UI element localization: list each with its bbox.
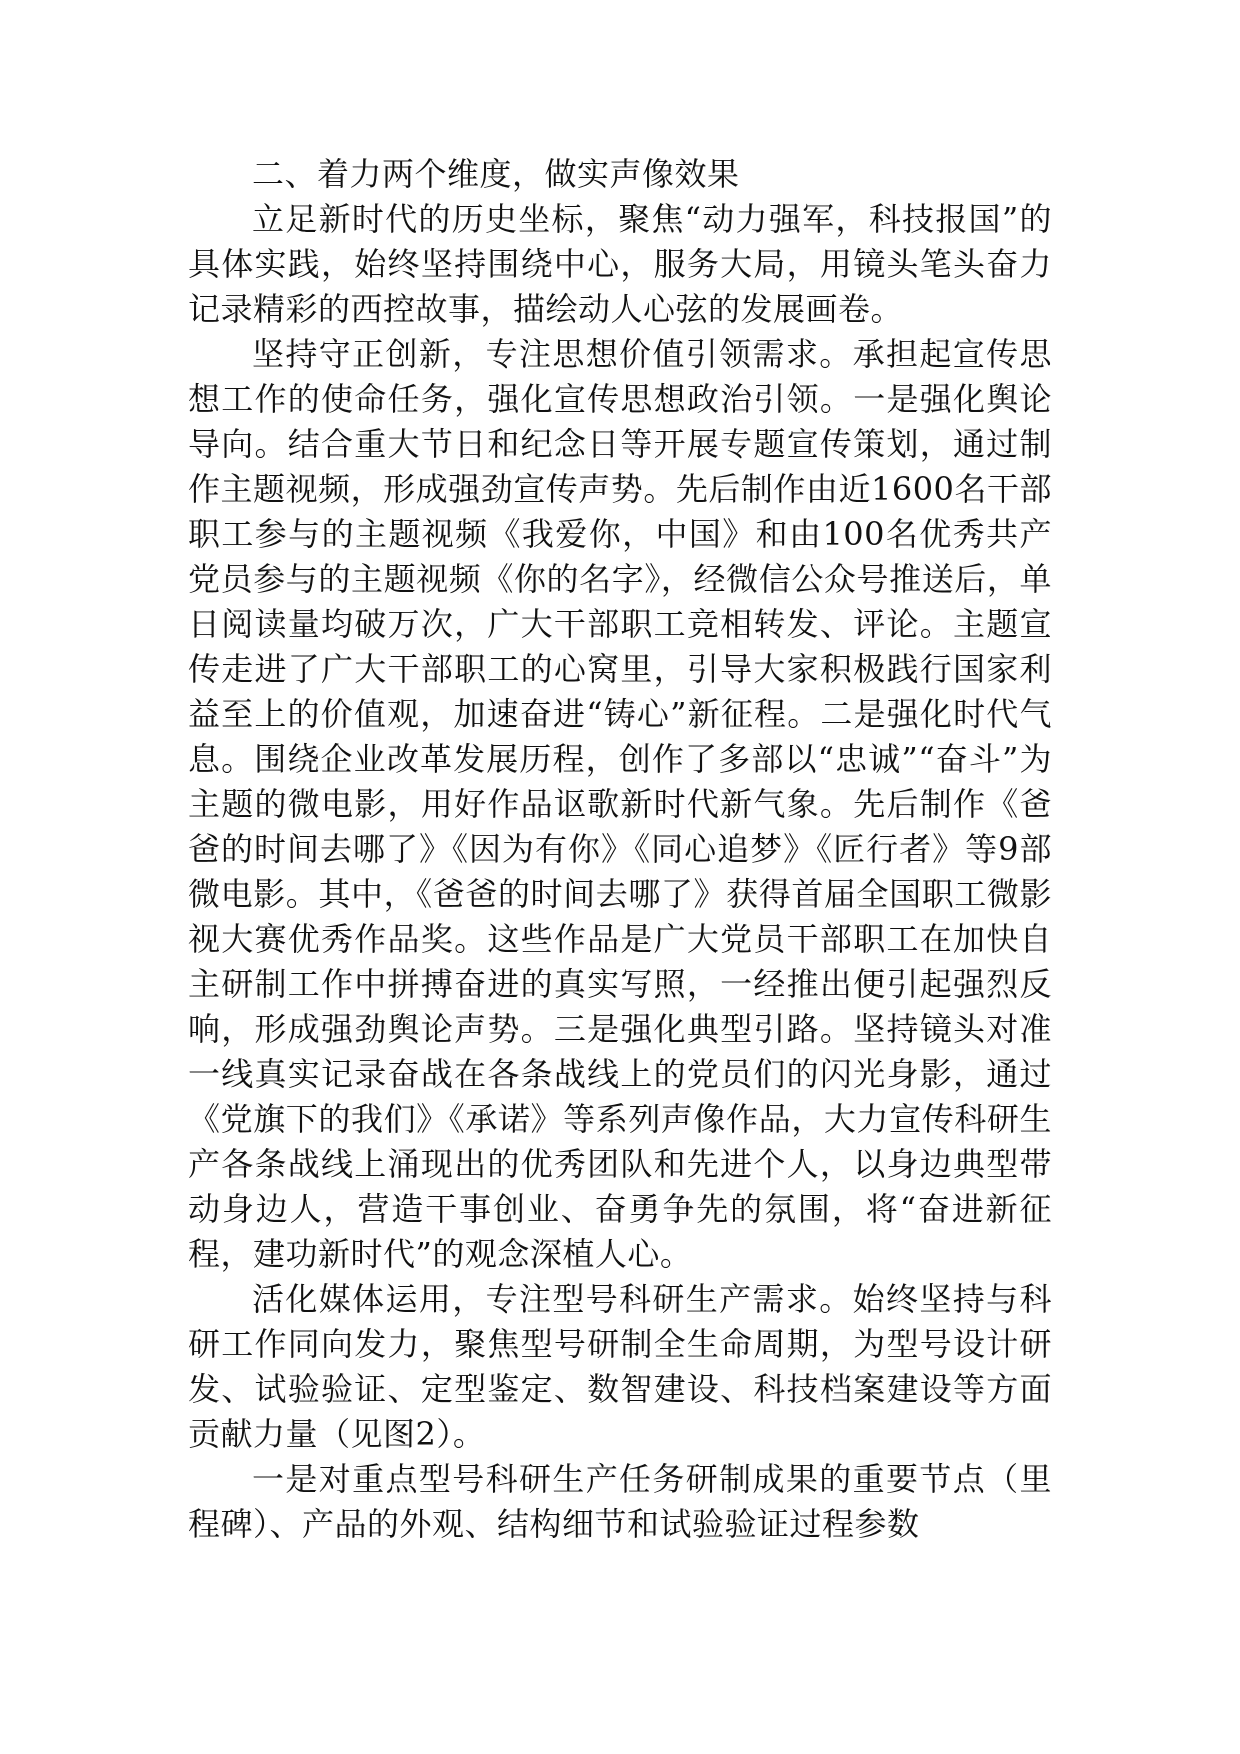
paragraph-milestones: 一是对重点型号科研生产任务研制成果的重要节点（里程碑）、产品的外观、结构细节和试验验证过程参数 xyxy=(188,1460,1052,1543)
document-body xyxy=(188,152,1052,1547)
paragraph-innovation: 坚持守正创新，专注思想价值引领需求。承担起宣传思想工作的使命任务，强化宣传思想政治引领。一是强化舆论导向。结合重大节日和纪念日等开展专题宣传策划，通过制作主题视频，形成强劲宣传声势。先后制作由近1600名干部职工参与的主题视频《我爱你，中国》和由100名优秀共产党员参与的主题视频《你的名字》，经微信公众号推送后，单日阅读量均破万次，广大干部职工竞相转发、评论。主题宣传走进了广大干部职工的心窝里，引导大家积极践行国家利益至上的价值观，加速奋进“铸心”新征程。二是强化时代气息。围绕企业改革发展历程，创作了多部以“忠诚”“奋斗”为主题的微电影，用好作品讴歌新时代新气象。先后制作《爸爸的时间去哪了》《因为有你》《同心追梦》《匠行者》等9部微电影。其中，《爸爸的时间去哪了》获得首届全国职工微影视大赛优秀作品奖。这些作品是广大党员干部职工在加快自主研制工作中拼搏奋进的真实写照，一经推出便引起强烈反响，形成强劲舆论声势。三是强化典型引路。坚持镜头对准一线真实记录奋战在各条战线上的党员们的闪光身影，通过《党旗下的我们》《承诺》等系列声像作品，大力宣传科研生产各条战线上涌现出的优秀团队和先进个人，以身边典型带动身边人，营造干事创业、奋勇争先的氛围，将“奋进新征程，建功新时代”的观念深植人心。 xyxy=(188,335,1052,1273)
paragraph-media: 活化媒体运用，专注型号科研生产需求。始终坚持与科研工作同向发力，聚焦型号研制全生命周期，为型号设计研发、试验验证、定型鉴定、数智建设、科技档案建设等方面贡献力量（见图2）。 xyxy=(188,1280,1052,1453)
section-heading: 二、着力两个维度，做实声像效果 xyxy=(252,155,740,193)
paragraph-intro: 立足新时代的历史坐标，聚焦“动力强军，科技报国”的具体实践，始终坚持围绕中心，服务大局，用镜头笔头奋力记录精彩的西控故事，描绘动人心弦的发展画卷。 xyxy=(188,200,1052,328)
